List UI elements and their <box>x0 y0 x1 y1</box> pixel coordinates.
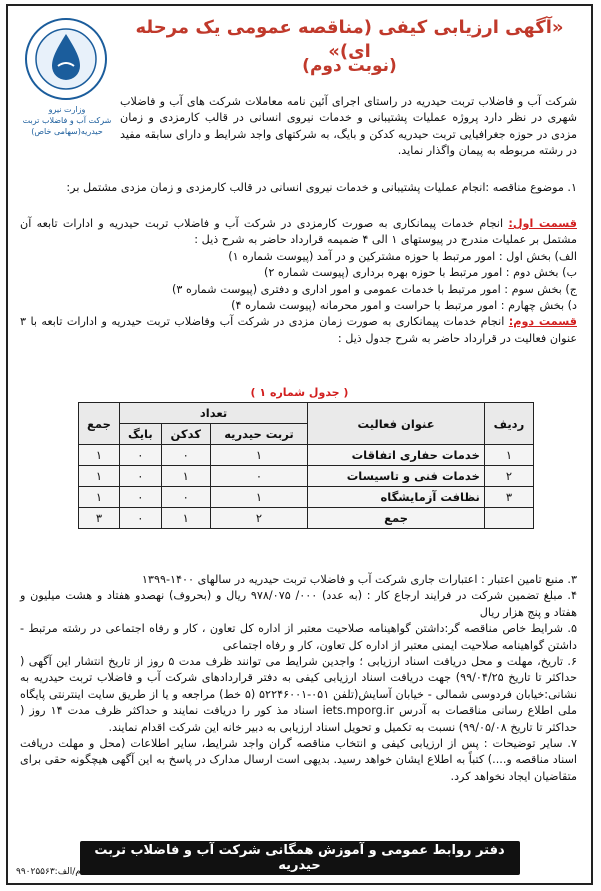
item-3: ۳. منبع تامین اعتبار : اعتبارات جاری شرکت آب و فاضلاب تربت حیدریه در سالهای ۱۴۰۰-۱۳۹۹ <box>141 573 577 586</box>
parts-section <box>20 216 577 347</box>
part-2-label: قسمت دوم: <box>508 315 577 329</box>
table-header-row <box>79 403 534 424</box>
item-7: ۷. سایر توضیحات : پس از ارزیابی کیفی و انتخاب مناقصه گران واجد شرایط، سایر اطلاعات (محل و مهلت دریافت اسناد مناقصه و....) کتباً به اطلاع ایشان خواهد رسید. بدیهی است ارسال مدارک در پاسخ به این آگهی هیچگونه حقی برای متقاضیان ایجاد نخواهد کرد. <box>20 737 577 783</box>
header-total: جمع <box>79 403 120 445</box>
cell-torbat: ۲ <box>210 508 308 529</box>
item-4: ۴. مبلغ تضمین شرکت در فرایند ارجاع کار : (به عدد) ۰۰۰/ ۹۷۸/۰۷۵ ریال و (بحروف) نهصدو هفتاد و هشت میلیون و هفتاد و پنج هزار ریال <box>20 589 577 619</box>
cell-bayg: ۰ <box>119 508 161 529</box>
header-torbat: تربت حیدریه <box>210 424 308 445</box>
water-company-logo-icon <box>20 16 112 102</box>
header-activity: عنوان فعالیت <box>308 403 485 445</box>
cell-activity: خدمات فنی و تاسیسات <box>308 466 485 487</box>
section-b: ب) بخش دوم : امور مرتبط با حوزه بهره برداری (پیوست شماره ۲) <box>263 266 577 280</box>
cell-row-number: ۳ <box>484 487 533 508</box>
items-section <box>20 572 577 785</box>
cell-torbat: ۰ <box>210 466 308 487</box>
cell-torbat: ۱ <box>210 487 308 508</box>
cell-sum-label: جمع <box>308 508 485 529</box>
table-caption: ( جدول شماره ۱ ) <box>250 386 349 399</box>
part-2 <box>20 314 577 347</box>
part-1 <box>20 216 577 249</box>
cell-activity: نظافت آزمایشگاه <box>308 487 485 508</box>
cell-row-number <box>484 508 533 529</box>
header-row-number: ردیف <box>484 403 533 445</box>
cell-kadkan: ۱ <box>161 508 210 529</box>
cell-row-number: ۲ <box>484 466 533 487</box>
cell-kadkan: ۰ <box>161 487 210 508</box>
item-1 <box>20 180 577 196</box>
cell-bayg: ۰ <box>119 487 161 508</box>
cell-kadkan: ۰ <box>161 445 210 466</box>
table-row <box>79 466 534 487</box>
table-sum-row <box>79 508 534 529</box>
logo-caption-line: شرکت آب و فاضلاب تربت <box>22 116 112 125</box>
intro-paragraph: شرکت آب و فاضلاب تربت حیدریه در راستای اجرای آئین نامه معاملات شرکت های آب و فاضلاب شهری در نظر دارد پروژه عملیات پشتیبانی و خدمات نیروی انسانی در قالب کارمزدی و زمان مزدی در حوزه جغرافیایی تربت حیدریه کدکن و بایگ، به شرکتهای واجد شرایط و دارای سابقه مفید در رشته مربوطه به پیمان واگذار نماید. <box>120 95 577 158</box>
cell-row-number: ۱ <box>484 445 533 466</box>
page-subtitle: (نوبت دوم) <box>302 56 397 76</box>
part-1-text: انجام خدمات پیمانکاری به صورت کارمزدی در شرکت آب و فاضلاب تربت حیدریه و ادارات تابعه آن مشتمل بر عملیات مندرج در پیوستهای ۱ الی ۴ ضمیمه قرارداد حاضر به شرح ذیل : <box>20 217 577 247</box>
cell-total: ۱ <box>79 466 120 487</box>
logo-caption-line: وزارت نیرو <box>48 105 86 114</box>
logo-caption-line: حیدریه(سهامی خاص) <box>31 127 103 136</box>
announcement-page <box>6 4 593 885</box>
header-kadkan: کدکن <box>161 424 210 445</box>
cell-total: ۳ <box>79 508 120 529</box>
cell-total: ۱ <box>79 445 120 466</box>
header-count: تعداد <box>119 403 307 424</box>
header-bayg: بایگ <box>119 424 161 445</box>
publication-code: ۹۹۰۲۵۵۶۳:م/الف <box>16 867 81 877</box>
part-1-label: قسمت اول: <box>508 217 577 230</box>
logo-caption <box>22 104 112 137</box>
activity-table <box>78 402 534 529</box>
cell-total: ۱ <box>79 487 120 508</box>
table-row <box>79 487 534 508</box>
cell-bayg: ۰ <box>119 466 161 487</box>
section-c: ج) بخش سوم : امور مرتبط با خدمات عمومی و امور اداری و دفتری (پیوست شماره ۳) <box>172 282 577 296</box>
page-title: «آگهی ارزیابی کیفی (مناقصه عمومی یک مرحله ای)» <box>135 17 564 62</box>
item-1-text: ۱. موضوع مناقصه :انجام عملیات پشتیبانی و خدمات نیروی انسانی در قالب کارمزدی و زمان مزدی مشتمل بر: <box>66 181 577 194</box>
cell-torbat: ۱ <box>210 445 308 466</box>
part-2-text: انجام خدمات پیمانکاری به صورت زمان مزدی در شرکت آب وفاضلاب تربت حیدریه و ادارات تابعه با ۳ عنوان فعالیت در قرارداد حاضر به شرح جدول ذیل : <box>20 315 577 345</box>
footer-signature: دفتر روابط عمومی و آموزش همگانی شرکت آب و فاضلاب تربت حیدریه <box>80 841 520 875</box>
item-6: ۶. تاریخ، مهلت و محل دریافت اسناد ارزیابی ؛ واجدین شرایط می توانند ظرف مدت ۵ روز از تاریخ انتشار این آگهی ( حداکثر تا تاریخ ۹۹/۰۴/۲۵) جهت دریافت اسناد ارزیابی کیفی به دفتر قراردادهای شرکت آب و فاضلاب تربت حیدریه به نشانی:خیابان فردوسی شمالی - خیابان آسایش(تلفن ۰۵۱-۵۲۲۴۶۰۰۱ (۵ خط) مراجعه و یا از طریق سایت اینترنتی پایگاه ملی اطلاع رسانی مناقصات به آدرس iets.mporg.ir اسناد مذ کور را دریافت نمایند و حداکثر ظرف مدت ۱۴ روز ( حداکثر تا تاریخ ۹۹/۰۵/۰۸) نسبت به تکمیل و تحویل اسناد ارزیابی به دبیر خانه این شرکت اقدام نمایند. <box>20 655 578 734</box>
cell-activity: خدمات حفاری اتفاقات <box>308 445 485 466</box>
table-row <box>79 445 534 466</box>
section-a: الف) بخش اول : امور مرتبط با حوزه مشترکین و در آمد (پیوست شماره ۱) <box>228 249 577 263</box>
cell-bayg: ۰ <box>119 445 161 466</box>
item-5: ۵. شرایط خاص مناقصه گر:داشتن گواهینامه صلاحیت معتبر از اداره کل تعاون ، کار و رفاه اجتماعی در رشته مرتبط - داشتن گواهینامه صلاحیت ایمنی معتبر از اداره کل تعاون، کار و رفاه اجتماعی <box>20 622 577 652</box>
cell-kadkan: ۱ <box>161 466 210 487</box>
section-d: د) بخش چهارم : امور مرتبط با حراست و امور محرمانه (پیوست شماره ۴) <box>231 299 577 313</box>
